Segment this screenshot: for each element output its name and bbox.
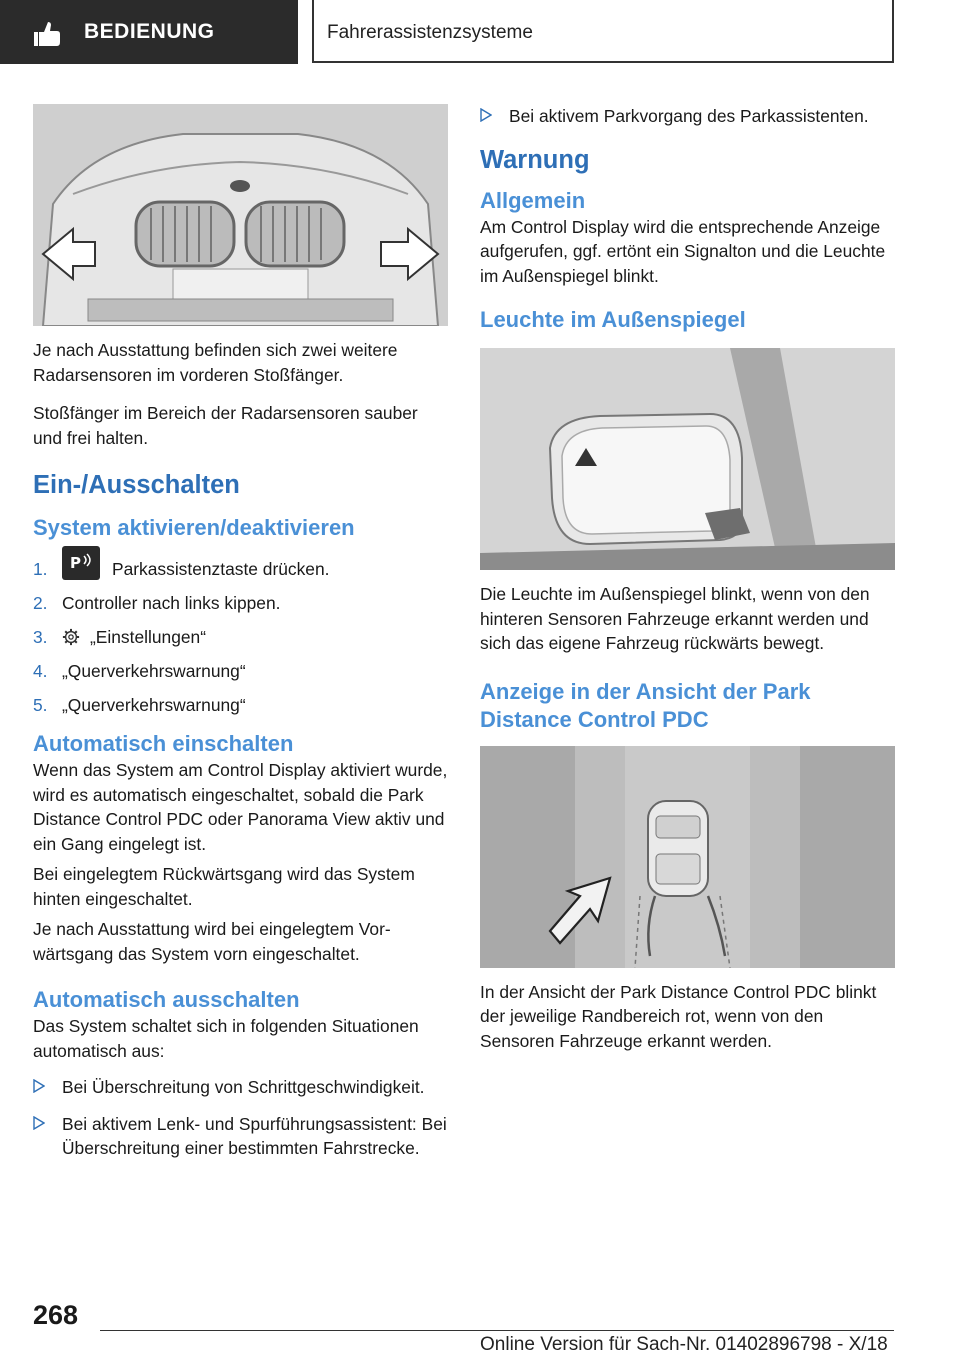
left-column bbox=[33, 104, 448, 1173]
heading-automatisch-einschalten: Automatisch einschalten bbox=[33, 731, 294, 756]
triangle-bullet-icon bbox=[33, 1079, 45, 1093]
heading-leuchte: Leuchte im Außenspiegel bbox=[480, 307, 746, 332]
paragraph: Wenn das System am Control Display aktiviert wurde, wird es automatisch eingeschaltet, sobald die Park Distance Control PDC oder Panorama View aktiv und ein Gang eingelegt ist. bbox=[33, 760, 448, 854]
paragraph: In der Ansicht der Park Distance Control PDC blinkt der jeweilige Randbereich rot, wenn von den Sensoren Fahrzeuge erkannt werden. bbox=[480, 981, 877, 1051]
svg-text:P: P bbox=[70, 554, 81, 572]
heading-warnung: Warnung bbox=[480, 145, 590, 174]
footer-divider bbox=[100, 1330, 894, 1331]
front-bumper-figure bbox=[33, 104, 448, 326]
paragraph: Bei eingelegtem Rückwärtsgang wird das System hinten eingeschaltet. bbox=[33, 864, 415, 909]
heading-ein-ausschalten: Ein-/Ausschalten bbox=[33, 471, 240, 499]
heading-anzeige: Anzeige in der Ansicht der Park Distance Control PDC bbox=[480, 678, 811, 732]
section-tab bbox=[0, 0, 298, 64]
bullet-list bbox=[33, 1075, 448, 1161]
paragraph: Je nach Ausstattung wird bei eingelegtem Vorwärtsgang das System vorn eingeschaltet. bbox=[33, 919, 391, 964]
list-item: 1. P Parkassistenztaste drücken. bbox=[33, 552, 448, 586]
pdc-view-image bbox=[480, 746, 895, 968]
side-mirror-figure bbox=[480, 348, 895, 570]
page-number: 268 bbox=[33, 1300, 79, 1330]
chapter-header bbox=[312, 0, 894, 63]
paragraph: Die Leuchte im Außenspiegel blinkt, wenn von den hinteren Sensoren Fahrzeuge erkannt werden und sich das eigene Fahrzeug rückwärts bewegt. bbox=[480, 584, 870, 653]
paragraph: Am Control Display wird die entsprechende Anzeige aufgerufen, ggf. ertönt ein Signalton und die Leuchte im Außenspiegel blinkt. bbox=[480, 216, 886, 286]
chapter-title: Fahrerassistenzsysteme bbox=[327, 22, 533, 43]
car-front-image bbox=[33, 104, 448, 326]
pdc-view-figure bbox=[480, 746, 895, 968]
footer-text: Online Version für Sach-Nr. 01402896798 - X/18 bbox=[480, 1334, 888, 1355]
paragraph: Das System schaltet sich in folgenden Situationen automatisch aus: bbox=[33, 1016, 419, 1061]
heading-automatisch-ausschalten: Automatisch ausschalten bbox=[33, 987, 300, 1012]
list-item: 5. „Querverkehrswarnung“ bbox=[33, 695, 246, 715]
gear-icon bbox=[62, 628, 80, 646]
paragraph: Je nach Ausstattung befinden sich zwei weitere Radarsensoren im vorderen Stoßfänger. bbox=[33, 340, 398, 385]
list-item: Bei aktivem Lenk- und Spurführungsassistent: Bei Überschreitung einer bestimmten Fahrstrecke. bbox=[33, 1112, 448, 1161]
triangle-bullet-icon bbox=[33, 1116, 45, 1130]
list-item: 2. Controller nach links kippen. bbox=[33, 593, 281, 613]
park-assist-button-icon bbox=[62, 546, 100, 580]
heading-allgemein: Allgemein bbox=[480, 187, 586, 213]
hand-icon bbox=[33, 20, 63, 48]
side-mirror-image bbox=[480, 348, 895, 570]
section-label: BEDIENUNG bbox=[84, 20, 215, 43]
steps-list bbox=[33, 552, 448, 722]
bullet-list bbox=[480, 104, 895, 129]
paragraph: Stoßfänger im Bereich der Radarsensoren sauber und frei halten. bbox=[33, 403, 418, 448]
list-item: Bei Überschreitung von Schrittgeschwindigkeit. bbox=[33, 1075, 448, 1100]
list-item: 4. „Querverkehrswarnung“ bbox=[33, 661, 246, 681]
list-item: 3. „Einstellungen“ bbox=[33, 627, 207, 647]
heading-system-aktivieren: System aktivieren/deaktivieren bbox=[33, 515, 355, 540]
triangle-bullet-icon bbox=[480, 108, 492, 122]
right-column bbox=[480, 104, 895, 1067]
list-item: Bei aktivem Parkvorgang des Parkassistenten. bbox=[480, 104, 895, 129]
